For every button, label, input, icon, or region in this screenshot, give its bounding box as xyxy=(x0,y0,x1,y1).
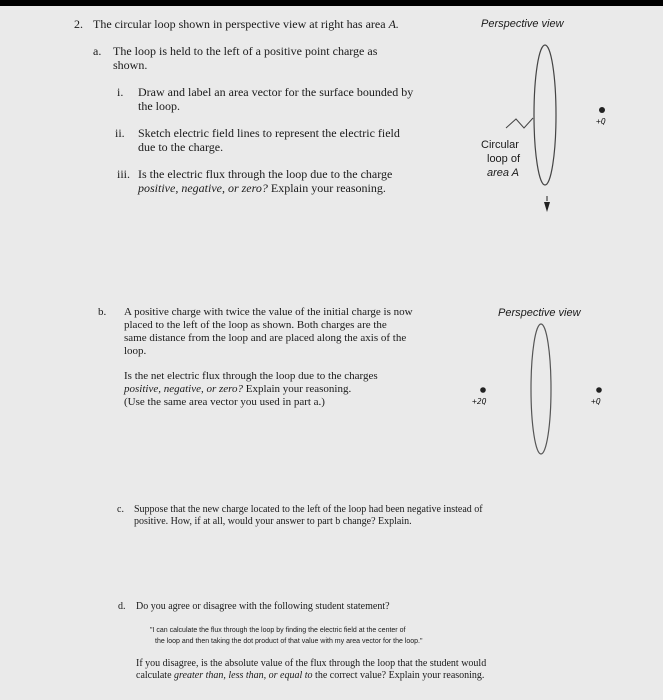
student-quote-line2: the loop and then taking the dot product of that value with my area vector for the loop." xyxy=(155,638,423,645)
loop-label-line3: area A xyxy=(487,167,520,179)
part-a-letter: a. xyxy=(93,44,102,58)
part-a-i-line1: Draw and label an area vector for the surface bounded by xyxy=(138,85,414,99)
part-c-letter: c. xyxy=(117,504,124,515)
part-a-iii-number: iii. xyxy=(117,167,131,181)
part-d-line3: If you disagree, is the absolute value of the flux through the loop that the student would xyxy=(136,658,487,669)
student-quote-line1: "I can calculate the flux through the loop by finding the electric field at the center of xyxy=(150,627,406,634)
part-d-letter: d. xyxy=(118,601,126,612)
part-c-line2: positive. How, if at all, would your answer to part b change? Explain. xyxy=(134,516,412,527)
charge-label-a: +Q xyxy=(596,117,606,126)
part-b-line4: loop. xyxy=(124,345,147,357)
part-a-ii-line2: due to the charge. xyxy=(138,140,224,154)
right-charge-dot xyxy=(596,387,602,393)
perspective-view-label-b: Perspective view xyxy=(498,307,581,319)
part-b-line5: Is the net electric flux through the loop due to the charges xyxy=(124,370,378,382)
loop-label-line2: loop of xyxy=(487,153,521,165)
part-a-line2: shown. xyxy=(113,58,148,72)
perspective-view-label: Perspective view xyxy=(481,18,564,30)
part-a-iii-line2: positive, negative, or zero? Explain your reasoning. xyxy=(138,181,386,195)
part-b-line1: A positive charge with twice the value of the initial charge is now xyxy=(124,306,413,318)
part-a-line1: The loop is held to the left of a positive point charge as xyxy=(113,44,378,58)
part-b-letter: b. xyxy=(98,306,107,318)
part-b-line2: placed to the left of the loop as shown. Both charges are the xyxy=(124,319,387,331)
part-a-i-line2: the loop. xyxy=(138,99,180,113)
part-a-ii-line1: Sketch electric field lines to represent the electric field xyxy=(138,126,400,140)
part-a-iii-line1: Is the electric flux through the loop due to the charge xyxy=(138,167,393,181)
question-number: 2. xyxy=(74,17,83,31)
part-d-line4: calculate greater than, less than, or equal to the correct value? Explain your reasoning. xyxy=(136,670,485,681)
part-b-line6: positive, negative, or zero? Explain your reasoning. xyxy=(124,383,352,395)
left-charge-label: +2Q xyxy=(472,397,487,406)
part-a-ii-number: ii. xyxy=(115,126,125,140)
part-b-line3: same distance from the loop and are placed along the axis of the xyxy=(124,332,407,344)
left-charge-dot xyxy=(480,387,486,393)
right-charge-label: +Q xyxy=(591,397,601,406)
part-b-line7: (Use the same area vector you used in part a.) xyxy=(124,396,325,408)
circular-loop-b xyxy=(531,324,551,454)
part-c-line1: Suppose that the new charge located to the left of the loop had been negative instead of xyxy=(134,504,483,515)
loop-label-line1: Circular xyxy=(481,139,519,151)
part-d-line1: Do you agree or disagree with the following student statement? xyxy=(136,601,390,612)
part-a-i-number: i. xyxy=(117,85,124,99)
question-intro: The circular loop shown in perspective view at right has area A. xyxy=(93,17,399,31)
